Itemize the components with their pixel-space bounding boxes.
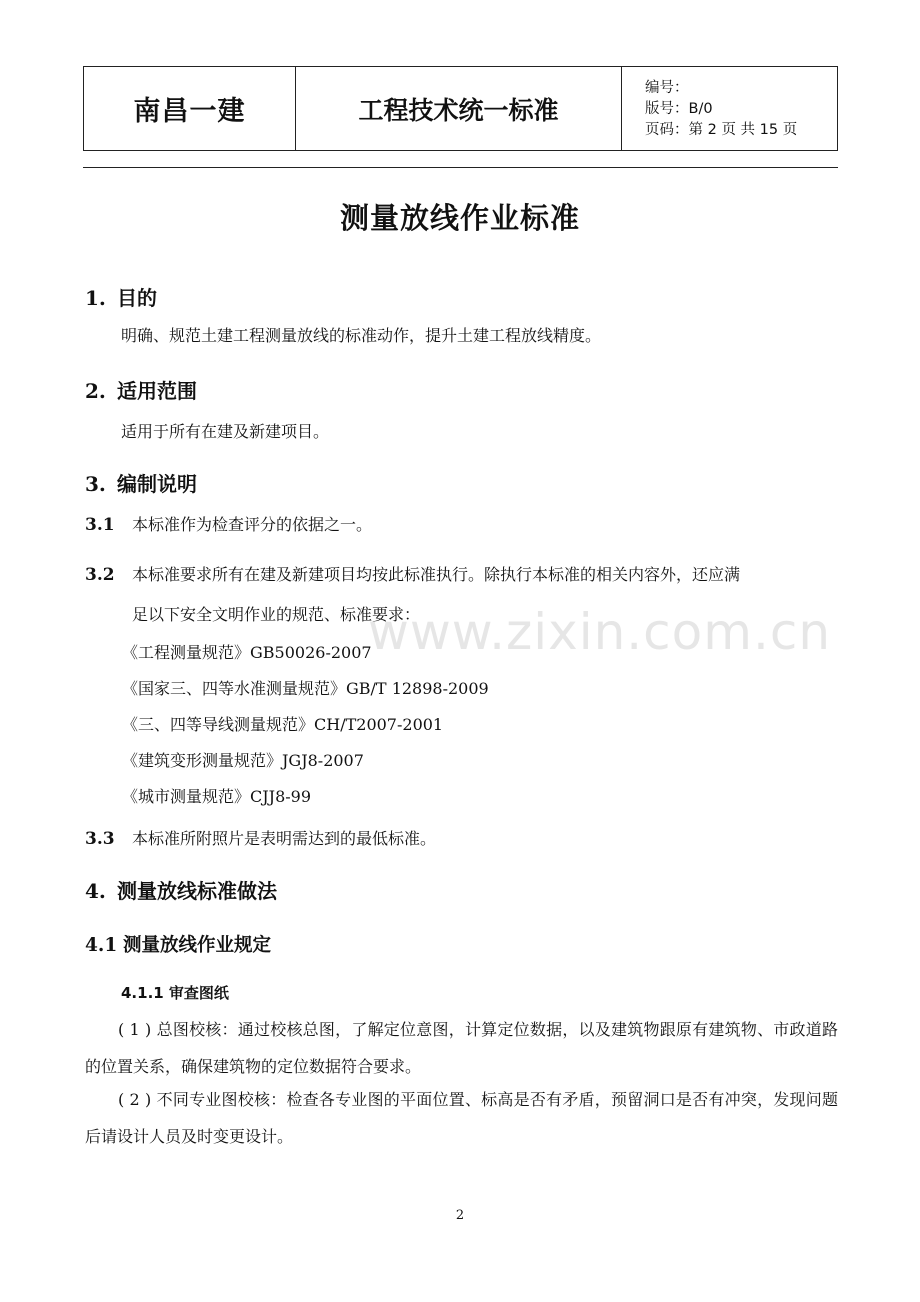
paragraph-discipline-check: ( 2 ) 不同专业图校核：检查各专业图的平面位置、标高是否有矛盾，预留洞口是否有冲突，发现问题后请设计人员及时变更设计。 — [85, 1090, 838, 1146]
header-divider — [83, 167, 838, 168]
section-number: 3. — [85, 472, 106, 496]
item-number: 3.1 — [85, 515, 115, 535]
item-number: 3.3 — [85, 829, 115, 849]
section-1-body: 明确、规范土建工程测量放线的标准动作，提升土建工程放线精度。 — [121, 326, 602, 345]
item-3-3 — [85, 826, 436, 849]
standard-item: 《国家三、四等水准测量规范》GB/T 12898-2009 — [122, 679, 489, 698]
header-table — [83, 66, 838, 151]
document-type: 工程技术统一标准 — [296, 67, 622, 150]
document-meta — [622, 67, 837, 150]
section-2-heading — [85, 375, 197, 404]
section-number: 1. — [85, 286, 106, 310]
company-name: 南昌一建 — [84, 67, 296, 150]
version-label: 版号：B/0 — [645, 101, 713, 117]
item-3-1 — [85, 512, 372, 535]
item-3-2-continuation: 足以下安全文明作业的规范、标准要求： — [132, 605, 421, 624]
watermark: www.zixin.com.cn — [368, 603, 832, 661]
page-label: 页码：第 2 页 共 15 页 — [645, 122, 798, 138]
section-title: 测量放线作业规定 — [123, 935, 272, 956]
item-text: 本标准作为检查评分的依据之一。 — [132, 515, 373, 534]
section-4-1-1-heading: 4.1.1 审查图纸 — [121, 984, 229, 1002]
item-number: 3.2 — [85, 565, 115, 585]
page-title: 测量放线作业标准 — [339, 201, 580, 235]
section-2-body: 适用于所有在建及新建项目。 — [121, 422, 330, 441]
section-title: 目的 — [117, 286, 157, 310]
section-4-heading — [85, 875, 277, 904]
section-number: 4. — [85, 879, 106, 903]
paragraph-overall-check: ( 1 ) 总图校核：通过校核总图，了解定位意图，计算定位数据，以及建筑物跟原有建筑物、市政道路的位置关系，确保建筑物的定位数据符合要求。 — [85, 1020, 838, 1076]
section-title: 适用范围 — [117, 379, 197, 403]
page-number: 2 — [455, 1208, 465, 1223]
item-3-2 — [85, 562, 740, 585]
section-1-heading — [85, 282, 157, 311]
standard-item: 《工程测量规范》GB50026-2007 — [122, 643, 372, 662]
section-number: 2. — [85, 379, 106, 403]
section-title: 编制说明 — [117, 472, 197, 496]
standard-item: 《建筑变形测量规范》JGJ8-2007 — [122, 751, 364, 770]
section-4-1-heading — [85, 931, 271, 957]
section-title: 测量放线标准做法 — [117, 879, 277, 903]
item-text: 本标准所附照片是表明需达到的最低标准。 — [132, 829, 437, 848]
code-label: 编号： — [645, 80, 689, 96]
section-3-heading — [85, 468, 197, 497]
section-number: 4.1 — [85, 935, 118, 956]
standard-item: 《三、四等导线测量规范》CH/T2007-2001 — [122, 715, 444, 734]
item-text: 本标准要求所有在建及新建项目均按此标准执行。除执行本标准的相关内容外，还应满 — [132, 565, 741, 584]
standard-item: 《城市测量规范》CJJ8-99 — [122, 787, 312, 806]
